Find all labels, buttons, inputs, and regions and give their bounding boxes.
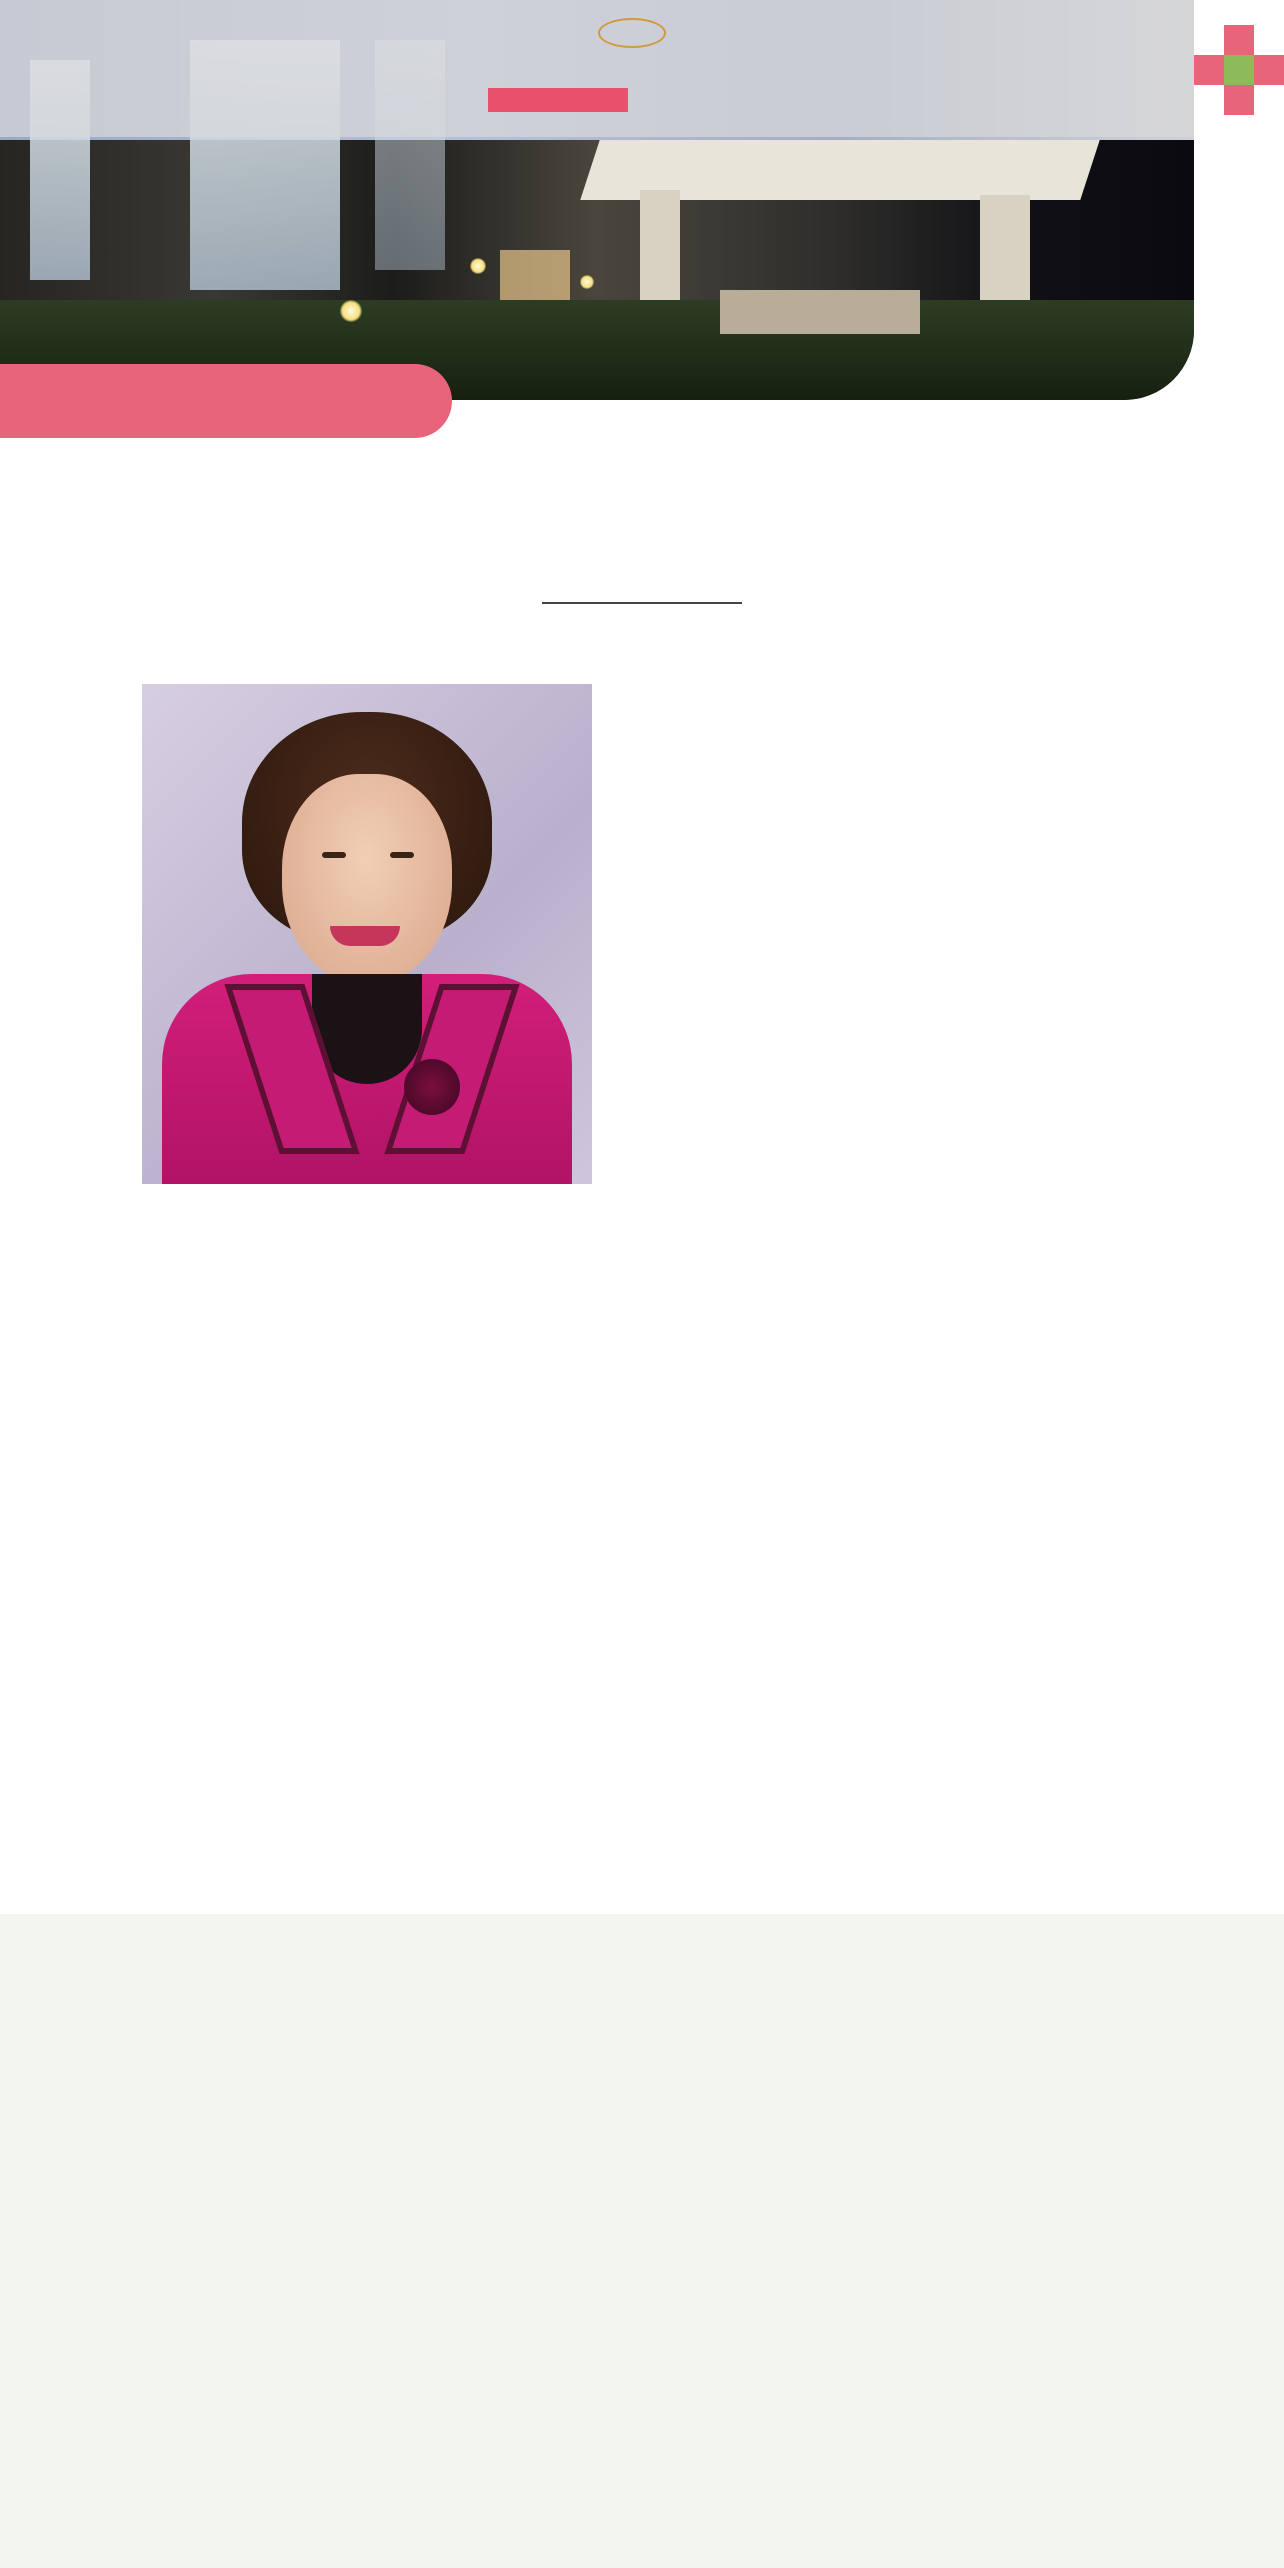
hero-lamp — [340, 300, 362, 322]
hero-sign — [720, 290, 920, 334]
logo-mark[interactable] — [598, 18, 666, 48]
portrait-mouth — [330, 926, 400, 946]
portrait-eye — [390, 852, 414, 858]
portrait-face — [282, 774, 452, 984]
menu-cross-icon[interactable] — [1194, 0, 1284, 140]
hero-lamp — [470, 258, 486, 274]
header-band — [0, 0, 1194, 137]
portrait-corsage — [404, 1059, 460, 1115]
company-overview-section — [0, 1914, 1284, 2568]
page-title-tab — [0, 364, 452, 438]
heading-divider — [542, 602, 742, 604]
logo-badge[interactable] — [488, 88, 628, 112]
hero-lamp — [580, 275, 594, 289]
portrait-eye — [322, 852, 346, 858]
portrait-photo — [142, 684, 592, 1184]
